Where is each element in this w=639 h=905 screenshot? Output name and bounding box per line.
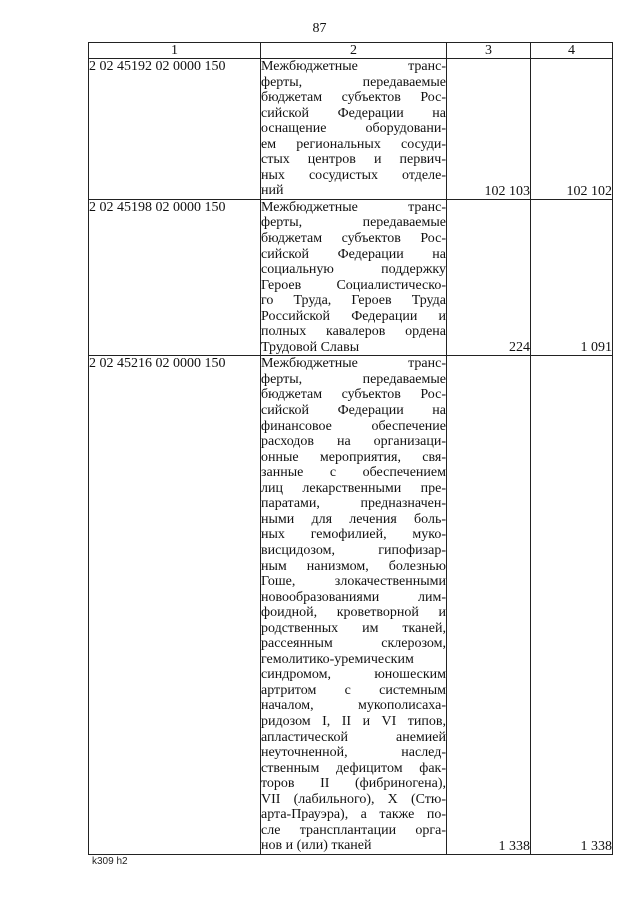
description-line: ферты, передаваемые bbox=[261, 74, 446, 90]
description-line: занные с обеспечением bbox=[261, 465, 446, 481]
description-line: Российской Федерации и bbox=[261, 308, 446, 324]
description-line: Межбюджетные транс- bbox=[261, 356, 446, 372]
description-cell bbox=[261, 59, 447, 200]
description-line: го Труда, Героев Труда bbox=[261, 293, 446, 309]
description-line: ным нанизмом, болезнью bbox=[261, 558, 446, 574]
column-header-3: 3 bbox=[447, 43, 531, 59]
description-line: висцидозом, гипофизар- bbox=[261, 542, 446, 558]
description-line: сле трансплантации орга- bbox=[261, 822, 446, 838]
description-cell bbox=[261, 356, 447, 855]
description-line: нов и (или) тканей bbox=[261, 838, 372, 854]
amount-col4-cell: 1 338 bbox=[531, 356, 613, 855]
description-line: новообразованиями лим- bbox=[261, 589, 446, 605]
description-cell bbox=[261, 199, 447, 355]
description-line: бюджетам субъектов Рос- bbox=[261, 387, 446, 403]
description-line: ем региональных сосуди- bbox=[261, 136, 446, 152]
description-line: Трудовой Славы bbox=[261, 339, 360, 355]
description-line: паратами, предназначен- bbox=[261, 496, 446, 512]
description-line: синдромом, юношеским bbox=[261, 667, 446, 683]
description-line: ферты, передаваемые bbox=[261, 215, 446, 231]
description-line: гемолитико-уремическим bbox=[261, 651, 414, 667]
description-line: бюджетам субъектов Рос- bbox=[261, 231, 446, 247]
amount-col3-cell: 1 338 bbox=[447, 356, 531, 855]
description-line: рассеянным склерозом, bbox=[261, 636, 446, 652]
description-line: VII (лабильного), X (Стю- bbox=[261, 791, 446, 807]
description-line: сийской Федерации на bbox=[261, 246, 446, 262]
table-row bbox=[89, 356, 613, 855]
description-line: ферты, передаваемые bbox=[261, 371, 446, 387]
description-line: оснащение оборудовани- bbox=[261, 121, 446, 137]
amount-col4-cell: 1 091 bbox=[531, 199, 613, 355]
description-line: арта-Прауэра), а также по- bbox=[261, 807, 446, 823]
description-line: торов II (фибриногена), bbox=[261, 776, 446, 792]
amount-col4-cell: 102 102 bbox=[531, 59, 613, 200]
description-line: ний bbox=[261, 183, 284, 199]
description-line: онные мероприятия, свя- bbox=[261, 449, 446, 465]
description-line: финансовое обеспечение bbox=[261, 418, 446, 434]
description-line: апластической анемией bbox=[261, 729, 446, 745]
description-line: родственных им тканей, bbox=[261, 620, 446, 636]
description-line: Гоше, злокачественными bbox=[261, 574, 446, 590]
description-line: сийской Федерации на bbox=[261, 403, 446, 419]
description-line: ными для лечения боль- bbox=[261, 511, 446, 527]
description-line: сийской Федерации на bbox=[261, 105, 446, 121]
column-header-4: 4 bbox=[531, 43, 613, 59]
description-line: лиц лекарственными пре- bbox=[261, 480, 446, 496]
description-line: стых центров и первич- bbox=[261, 152, 446, 168]
description-line: неуточненной, наслед- bbox=[261, 745, 446, 761]
amount-col3-cell: 224 bbox=[447, 199, 531, 355]
table-row bbox=[89, 59, 613, 200]
description-line: фоидной, кроветворной и bbox=[261, 605, 446, 621]
description-line: Героев Социалистическо- bbox=[261, 277, 446, 293]
table-body bbox=[89, 59, 613, 855]
page-number: 87 bbox=[312, 21, 327, 36]
description-line: Межбюджетные транс- bbox=[261, 199, 446, 215]
footer-code: k309 h2 bbox=[92, 856, 128, 867]
column-header-2: 2 bbox=[261, 43, 447, 59]
budget-code-cell: 2 02 45198 02 0000 150 bbox=[89, 199, 261, 355]
description-line: полных кавалеров ордена bbox=[261, 324, 446, 340]
description-line: социальную поддержку bbox=[261, 262, 446, 278]
budget-table bbox=[88, 42, 613, 855]
table-row bbox=[89, 199, 613, 355]
description-line: ридозом I, II и VI типов, bbox=[261, 713, 446, 729]
description-line: началом, мукополисаха- bbox=[261, 698, 446, 714]
description-line: артритом с системным bbox=[261, 682, 446, 698]
description-line: ственным дефицитом фак- bbox=[261, 760, 446, 776]
table-header-row bbox=[89, 43, 613, 59]
description-line: бюджетам субъектов Рос- bbox=[261, 90, 446, 106]
description-line: Межбюджетные транс- bbox=[261, 59, 446, 74]
column-header-1: 1 bbox=[89, 43, 261, 59]
description-line: ных сосудистых отделе- bbox=[261, 167, 446, 183]
budget-code-cell: 2 02 45192 02 0000 150 bbox=[89, 59, 261, 200]
description-line: ных гемофилией, муко- bbox=[261, 527, 446, 543]
description-line: расходов на организаци- bbox=[261, 434, 446, 450]
budget-code-cell: 2 02 45216 02 0000 150 bbox=[89, 356, 261, 855]
amount-col3-cell: 102 103 bbox=[447, 59, 531, 200]
